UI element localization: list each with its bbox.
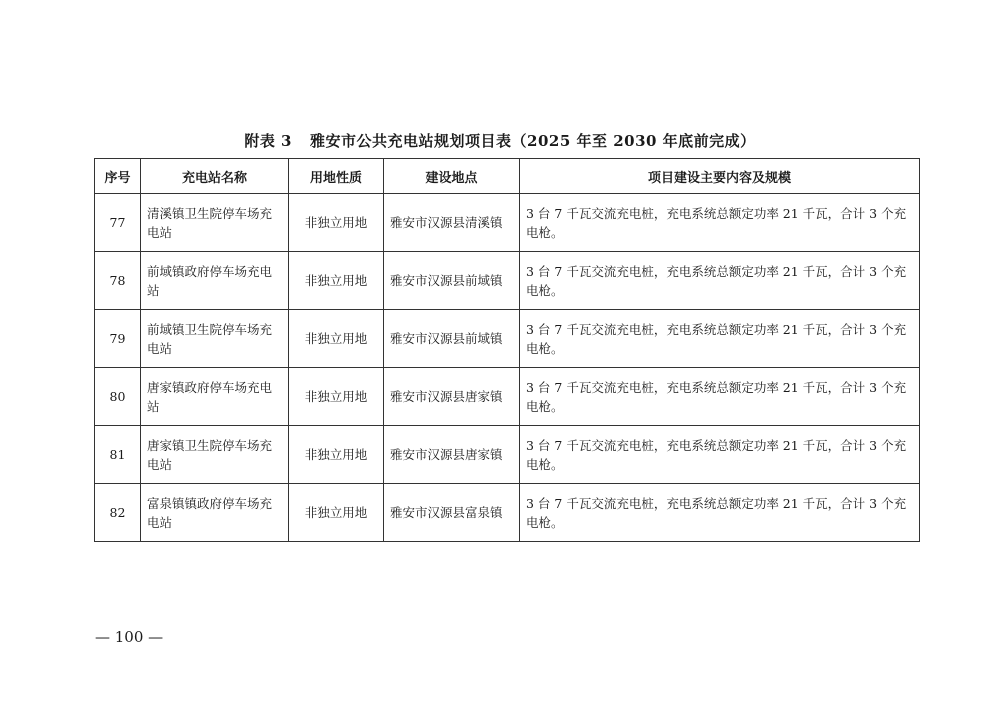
row-name: 富泉镇镇政府停车场充电站 bbox=[141, 484, 289, 542]
table-row bbox=[95, 426, 920, 484]
project-table bbox=[94, 158, 920, 542]
row-content: 3 台 7 千瓦交流充电桩，充电系统总额定功率 21 千瓦，合计 3 个充电枪。 bbox=[520, 194, 920, 252]
row-no: 78 bbox=[95, 252, 141, 310]
header-no: 序号 bbox=[95, 159, 141, 194]
table-row bbox=[95, 252, 920, 310]
table-row bbox=[95, 310, 920, 368]
row-name: 唐家镇政府停车场充电站 bbox=[141, 368, 289, 426]
header-location: 建设地点 bbox=[384, 159, 520, 194]
row-land: 非独立用地 bbox=[289, 194, 384, 252]
row-name: 前域镇政府停车场充电站 bbox=[141, 252, 289, 310]
header-name: 充电站名称 bbox=[141, 159, 289, 194]
row-no: 79 bbox=[95, 310, 141, 368]
row-name: 清溪镇卫生院停车场充电站 bbox=[141, 194, 289, 252]
row-name: 唐家镇卫生院停车场充电站 bbox=[141, 426, 289, 484]
row-no: 82 bbox=[95, 484, 141, 542]
table-row bbox=[95, 194, 920, 252]
row-no: 77 bbox=[95, 194, 141, 252]
table-title bbox=[0, 130, 1000, 151]
row-land: 非独立用地 bbox=[289, 426, 384, 484]
title-text: 雅安市公共充电站规划项目表（2025 年至 2030 年底前完成） bbox=[310, 132, 756, 150]
table-row bbox=[95, 368, 920, 426]
row-content: 3 台 7 千瓦交流充电桩，充电系统总额定功率 21 千瓦，合计 3 个充电枪。 bbox=[520, 426, 920, 484]
row-location: 雅安市汉源县清溪镇 bbox=[384, 194, 520, 252]
row-no: 80 bbox=[95, 368, 141, 426]
row-location: 雅安市汉源县富泉镇 bbox=[384, 484, 520, 542]
row-no: 81 bbox=[95, 426, 141, 484]
header-content: 项目建设主要内容及规模 bbox=[520, 159, 920, 194]
table-row bbox=[95, 484, 920, 542]
row-location: 雅安市汉源县前域镇 bbox=[384, 252, 520, 310]
row-content: 3 台 7 千瓦交流充电桩，充电系统总额定功率 21 千瓦，合计 3 个充电枪。 bbox=[520, 252, 920, 310]
row-content: 3 台 7 千瓦交流充电桩，充电系统总额定功率 21 千瓦，合计 3 个充电枪。 bbox=[520, 310, 920, 368]
row-content: 3 台 7 千瓦交流充电桩，充电系统总额定功率 21 千瓦，合计 3 个充电枪。 bbox=[520, 484, 920, 542]
row-land: 非独立用地 bbox=[289, 368, 384, 426]
row-content: 3 台 7 千瓦交流充电桩，充电系统总额定功率 21 千瓦，合计 3 个充电枪。 bbox=[520, 368, 920, 426]
row-name: 前域镇卫生院停车场充电站 bbox=[141, 310, 289, 368]
row-land: 非独立用地 bbox=[289, 484, 384, 542]
header-row bbox=[95, 159, 920, 194]
row-location: 雅安市汉源县前域镇 bbox=[384, 310, 520, 368]
title-prefix: 附表 3 bbox=[244, 132, 292, 150]
page-number: — 100 — bbox=[95, 628, 164, 646]
row-land: 非独立用地 bbox=[289, 252, 384, 310]
row-land: 非独立用地 bbox=[289, 310, 384, 368]
header-land: 用地性质 bbox=[289, 159, 384, 194]
row-location: 雅安市汉源县唐家镇 bbox=[384, 368, 520, 426]
row-location: 雅安市汉源县唐家镇 bbox=[384, 426, 520, 484]
